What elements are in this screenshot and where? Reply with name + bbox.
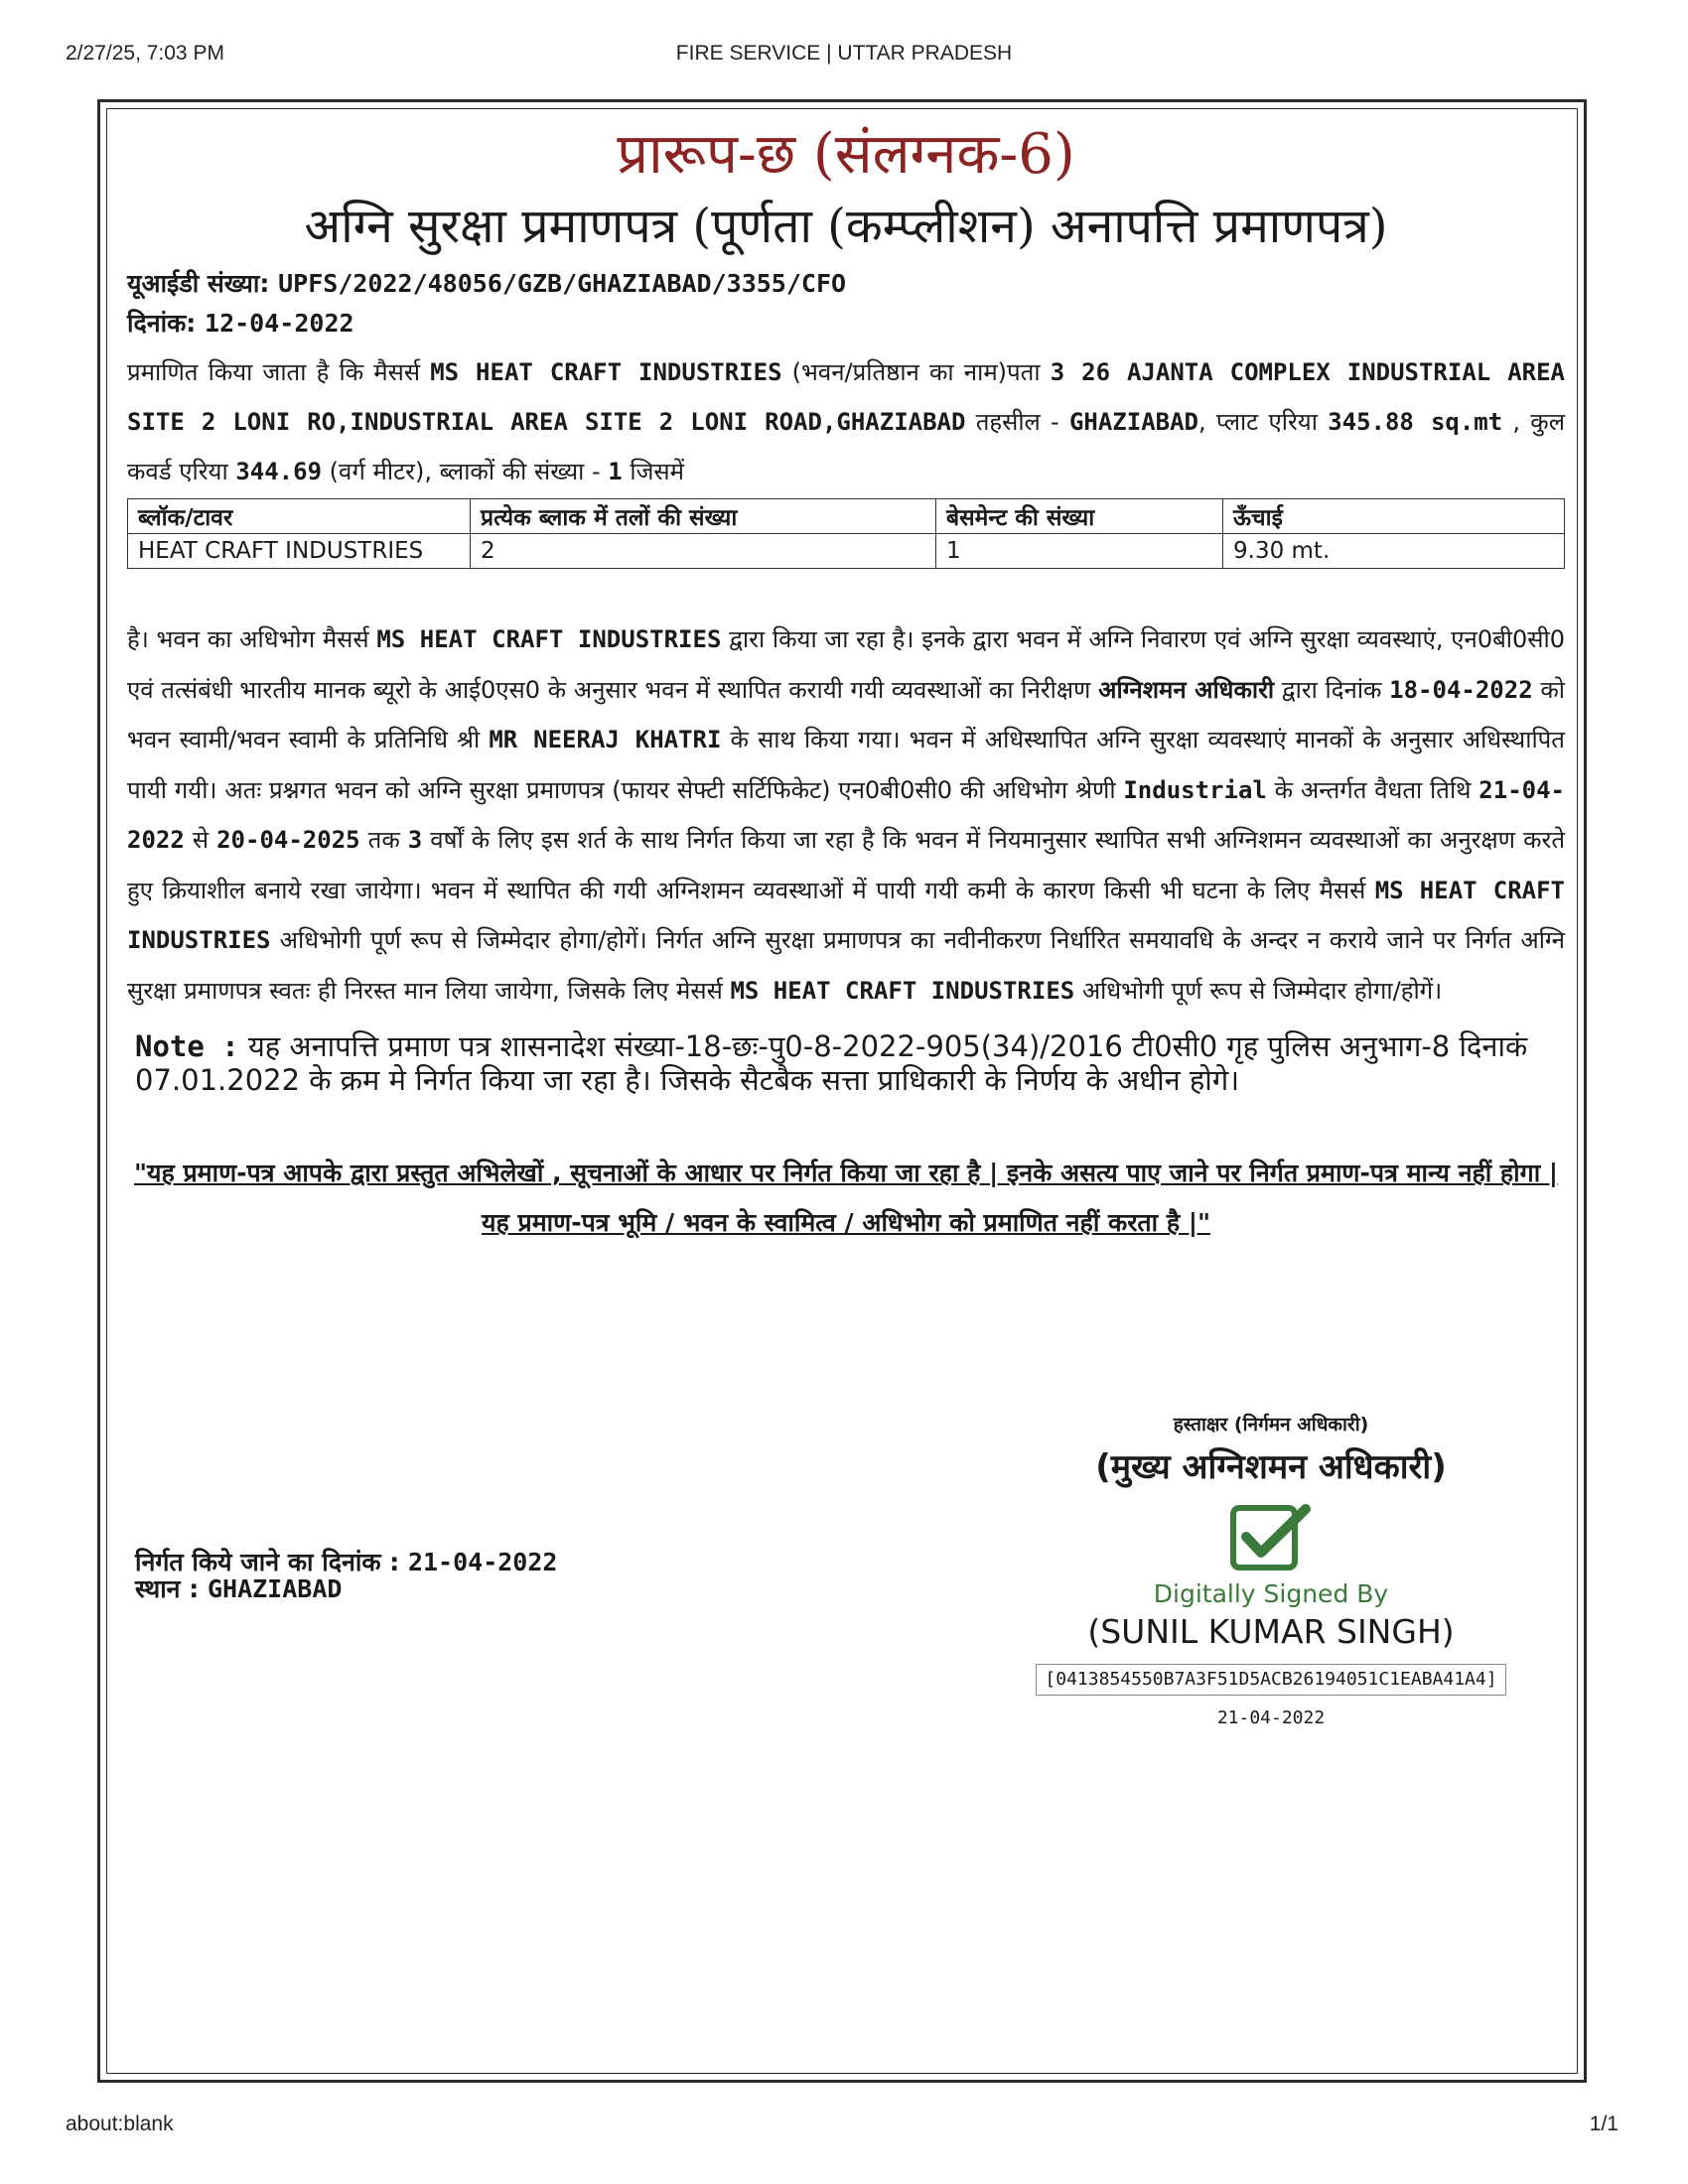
disclaimer: "यह प्रमाण-पत्र आपके द्वारा प्रस्तुत अभिलेखों , सूचनाओं के आधार पर निर्गत किया जा रहा है | इनके असत्य पाए जाने पर निर्गत प्रमाण-पत्र मान्य नहीं होगा | यह प्रमाण-पत्र भूमि / भवन के स्वामित्व / अधिभोग को प्रमाणित नहीं करता है |": [133, 1159, 1559, 1237]
inspection-date: 18-04-2022: [1389, 675, 1533, 704]
intro-text: (भवन/प्रतिष्ठान का नाम)पता: [781, 358, 1051, 386]
body-text: द्वारा किया जा रहा है। इनके द्वारा भवन में अग्नि निवारण एवं अग्नि सुरक्षा व्यवस्थाएं, एन0बी0सी0 एवं तत्संबंधी भारतीय मानक ब्यूरो के आई0एस0 के अनुसार भवन में स्थापित करायी गयी व्यवस्थाओं का निरीक्षण: [127, 625, 1565, 704]
uid-line: [127, 264, 1565, 304]
intro-text: , कुल कवर्ड एरिया: [127, 408, 1565, 485]
body-text: से: [184, 826, 217, 854]
intro-paragraph: [127, 347, 1565, 496]
issue-date-line: [135, 1549, 557, 1575]
intro-text: तहसील -: [965, 408, 1069, 436]
body-text: है। भवन का अधिभोग मैसर्स: [127, 625, 377, 653]
signature-block: [1013, 1410, 1529, 1728]
signature-label: हस्ताक्षर (निर्गमन अधिकारी): [1173, 1414, 1369, 1435]
digitally-signed-text: Digitally Signed By: [1153, 1579, 1389, 1608]
note-text: यह अनापत्ति प्रमाण पत्र शासनादेश संख्या-18-छः-पु0-8-2022-905(34)/2016 टी0सी0 गृह पुलिस अनुभाग-8 दिनाकं 07.01.2022 के क्रम मे निर्गत किया जा रहा है। जिसके सैटबैक सत्ता प्राधिकारी के निर्णय के अधीन होगे।: [135, 1029, 1528, 1097]
print-footer: [0, 2113, 1688, 2142]
print-site-title: FIRE SERVICE | UTTAR PRADESH: [675, 42, 1013, 65]
intro-text: , प्लाट एरिया: [1198, 408, 1329, 436]
block-count: 1: [608, 458, 623, 485]
certificate-title: अग्नि सुरक्षा प्रमाणपत्र (पूर्णता (कम्प्लीशन) अनापत्ति प्रमाणपत्र): [304, 199, 1388, 254]
issue-place-label: स्थान :: [135, 1574, 208, 1603]
certificate-content: [127, 117, 1565, 1248]
body-text: वर्षों के लिए इस शर्त के साथ निर्गत किया जा रहा है कि भवन में नियमानुसार स्थापित सभी अग्निशमन व्यवस्थाओं का अनुरक्षण करते हुए क्रियाशील बनाये रखा जायेगा। भवन में स्थापित की गयी अग्निशमन व्यवस्थाओं में पायी गयी कमी के कारण किसी भी घटना के लिए मैसर्स: [127, 826, 1565, 904]
body-text: तक: [359, 826, 408, 854]
intro-text: (वर्ग मीटर), ब्लाकों की संख्या -: [322, 458, 609, 485]
check-icon: [1230, 1503, 1312, 1572]
issue-date-value: 21-04-2022: [407, 1548, 558, 1576]
firm-name: MS HEAT CRAFT INDUSTRIES: [376, 625, 722, 653]
header-floors: प्रत्येक ब्लाक में तलों की संख्या: [471, 499, 936, 534]
intro-text: जिसमें: [622, 458, 684, 485]
block-table: [127, 498, 1565, 569]
body-text: के साथ किया गया। भवन में अधिस्थापित अग्नि सुरक्षा व्यवस्थाएं मानकों के अनुसार अधिस्थापित पायी गयी। अतः प्रश्नगत भवन को अग्नि सुरक्षा प्रमाणपत्र (फायर सेफ्टी सर्टिफिकेट) एन0बी0सी0 की अधिभोग श्रेणी: [127, 726, 1565, 804]
body-text: अधिभोगी पूर्ण रूप से जिम्मेदार होगा/होगें।: [1074, 976, 1443, 1005]
signature-hash: [0413854550B7A3F51D5ACB26194051C1EABA41A4]: [1036, 1664, 1505, 1696]
firm-name: MS HEAT CRAFT INDUSTRIES: [127, 876, 1565, 954]
body-text: के अन्तर्गत वैधता तिथि: [1266, 775, 1479, 804]
issue-place-value: GHAZIABAD: [207, 1574, 343, 1603]
owner-representative: MR NEERAJ KHATRI: [489, 726, 722, 753]
date-line: [127, 304, 1565, 343]
header-block-tower: ब्लॉक/टावर: [128, 499, 471, 534]
covered-area: 344.69: [235, 458, 323, 485]
intro-text: प्रमाणित किया जाता है कि मैसर्स: [127, 358, 431, 386]
firm-name: MS HEAT CRAFT INDUSTRIES: [430, 358, 782, 386]
signature-date: 21-04-2022: [1216, 1707, 1326, 1728]
uid-value: UPFS/2022/48056/GZB/GHAZIABAD/3355/CFO: [278, 269, 847, 298]
table-row: [128, 534, 1565, 569]
plot-area: 345.88 sq.mt: [1328, 408, 1503, 436]
cell-basements: 1: [936, 534, 1223, 569]
issue-details: [135, 1549, 557, 1602]
body-text: द्वारा दिनांक: [1274, 675, 1390, 704]
date-label: दिनांक:: [127, 309, 197, 338]
cell-floors: 2: [471, 534, 936, 569]
signer-name: (SUNIL KUMAR SINGH): [1087, 1612, 1455, 1651]
form-title: प्रारूप-छ (संलग्नक-6): [617, 122, 1075, 187]
uid-label: यूआईडी संख्या:: [127, 269, 270, 298]
print-datetime: 2/27/25, 7:03 PM: [66, 42, 224, 65]
header-basements: बेसमेन्ट की संख्या: [936, 499, 1223, 534]
valid-to: 20-04-2025: [216, 826, 360, 854]
address: 3 26 AJANTA COMPLEX INDUSTRIAL AREA SITE 2 LONI RO,INDUSTRIAL AREA SITE 2 LONI ROAD,GHAZIABAD: [127, 358, 1565, 436]
signatory-role: (मुख्य अग्निशमन अधिकारी): [1095, 1447, 1447, 1487]
tehsil: GHAZIABAD: [1068, 408, 1198, 436]
print-header: [0, 42, 1688, 71]
body-text: को भवन स्वामी/भवन स्वामी के प्रतिनिधि श्री: [127, 675, 1565, 753]
date-value: 12-04-2022: [205, 309, 354, 338]
table-header-row: [128, 499, 1565, 534]
firm-name: MS HEAT CRAFT INDUSTRIES: [730, 976, 1075, 1005]
cell-block-name: HEAT CRAFT INDUSTRIES: [128, 534, 471, 569]
body-text: अधिभोगी पूर्ण रूप से जिम्मेदार होगा/होगें। निर्गत अग्नि सुरक्षा प्रमाणपत्र का नवीनीकरण निर्धारित समयावधि के अन्दर न कराये जाने पर निर्गत अग्नि सुरक्षा प्रमाणपत्र स्वतः ही निरस्त मान लिया जायेगा, जिसके लिए मेसर्स: [127, 926, 1565, 1005]
print-url: about:blank: [66, 2113, 174, 2135]
body-paragraph: [127, 614, 1565, 1016]
validity-years: 3: [407, 826, 423, 854]
cell-height: 9.30 mt.: [1223, 534, 1565, 569]
valid-from: 21-04-2022: [127, 775, 1565, 854]
note: [127, 1029, 1565, 1097]
note-label: Note :: [135, 1029, 239, 1063]
print-page-number: 1/1: [1589, 2113, 1618, 2135]
issue-place-line: [135, 1575, 557, 1602]
inspecting-officer: अग्निशमन अधिकारी: [1098, 675, 1275, 704]
header-height: ऊँचाई: [1223, 499, 1565, 534]
occupancy-category: Industrial: [1123, 775, 1267, 804]
issue-date-label: निर्गत किये जाने का दिनांक :: [135, 1548, 408, 1576]
